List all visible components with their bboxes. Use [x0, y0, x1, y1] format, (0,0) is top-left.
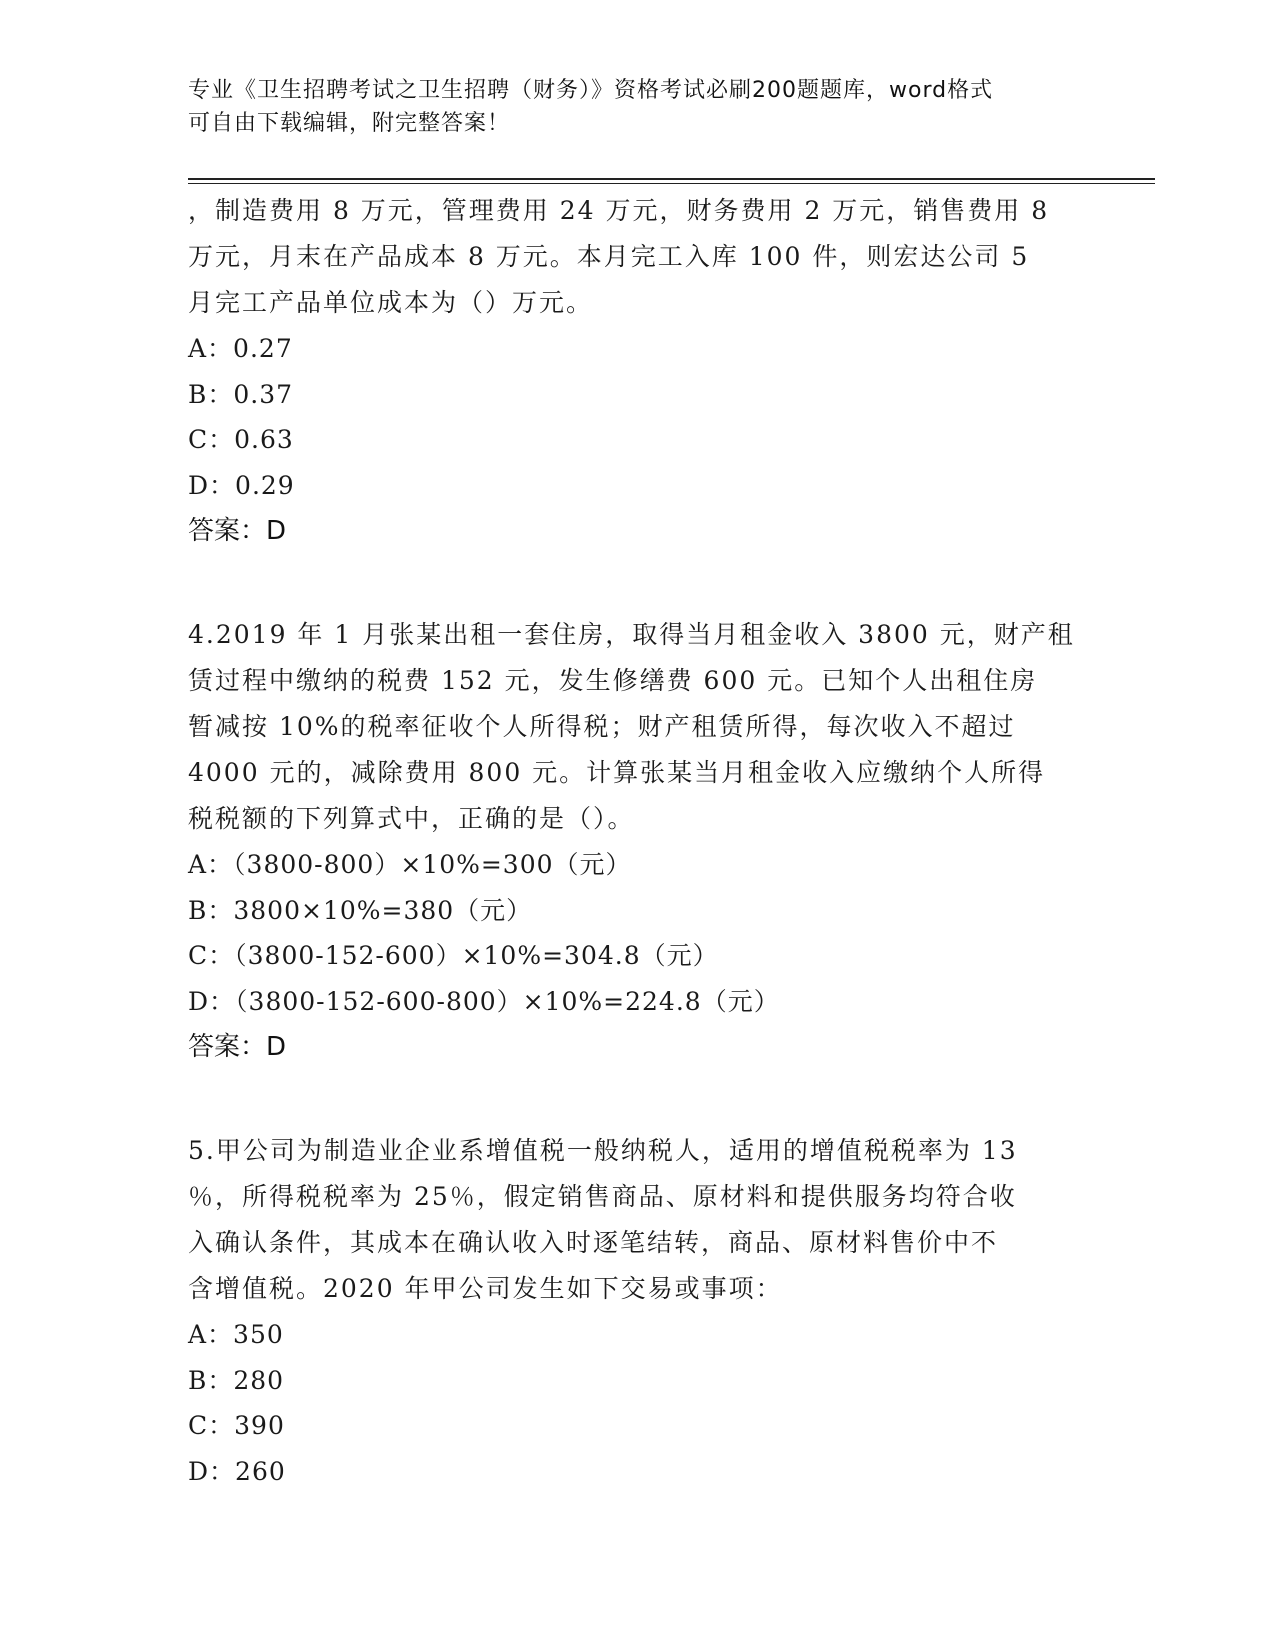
- question-text-line: 4.2019 年 1 月张某出租一套住房，取得当月租金收入 3800 元，财产租: [188, 620, 1075, 649]
- spacer: [188, 554, 1088, 612]
- question-text-line: 4000 元的，减除费用 800 元。计算张某当月租金收入应缴纳个人所得: [188, 758, 1046, 787]
- option-d: D：（3800-152-600-800）×10%=224.8（元）: [188, 986, 780, 1016]
- option-c: C：0.63: [188, 425, 294, 454]
- question-text-line: ％，所得税税率为 25％，假定销售商品、原材料和提供服务均符合收: [188, 1182, 1017, 1211]
- answer-line: 答案：D: [188, 1032, 287, 1062]
- question-text-line: 月完工产品单位成本为（）万元。: [188, 288, 594, 317]
- question-text-line: 万元，月末在产品成本 8 万元。本月完工入库 100 件，则宏达公司 5: [188, 242, 1030, 271]
- question-text-line: 税税额的下列算式中，正确的是（）。: [188, 804, 635, 833]
- answer-line: 答案：D: [188, 516, 287, 546]
- header-line-2: 可自由下载编辑，附完整答案！: [188, 111, 511, 136]
- header-divider-thin: [188, 183, 1155, 184]
- option-c: C：（3800-152-600）×10%=304.8（元）: [188, 941, 719, 970]
- option-b: B：0.37: [188, 379, 294, 409]
- option-d: D：260: [188, 1456, 286, 1486]
- question-text-line: 赁过程中缴纳的税费 152 元，发生修缮费 600 元。已知个人出租住房: [188, 666, 1038, 695]
- question-block: [188, 1128, 1088, 1494]
- option-a: A：（3800-800）×10%=300（元）: [188, 850, 632, 879]
- header-divider-thick: [188, 178, 1155, 180]
- question-list: [188, 188, 1088, 1494]
- option-d: D：0.29: [188, 470, 295, 500]
- question-text-line: ，制造费用 8 万元，管理费用 24 万元，财务费用 2 万元，销售费用 8: [188, 196, 1050, 225]
- question-text-line: 入确认条件，其成本在确认收入时逐笔结转，商品、原材料售价中不: [188, 1228, 999, 1257]
- option-b: B：3800×10%=380（元）: [188, 895, 533, 925]
- question-text-line: 5.甲公司为制造业企业系增值税一般纳税人，适用的增值税税率为 13: [188, 1136, 1018, 1165]
- option-b: B：280: [188, 1365, 285, 1395]
- document-header: [188, 74, 1088, 140]
- question-text-line: 暂减按 10%的税率征收个人所得税；财产租赁所得，每次收入不超过: [188, 712, 1016, 741]
- option-c: C：390: [188, 1411, 285, 1440]
- question-block: [188, 188, 1088, 554]
- option-a: A：350: [188, 1320, 284, 1349]
- header-line-1: 专业《卫生招聘考试之卫生招聘（财务）》资格考试必刷200题题库，word格式: [188, 78, 994, 103]
- question-block: [188, 612, 1088, 1070]
- option-a: A：0.27: [188, 334, 293, 363]
- spacer: [188, 1070, 1088, 1128]
- question-text-line: 含增值税。2020 年甲公司发生如下交易或事项：: [188, 1274, 783, 1303]
